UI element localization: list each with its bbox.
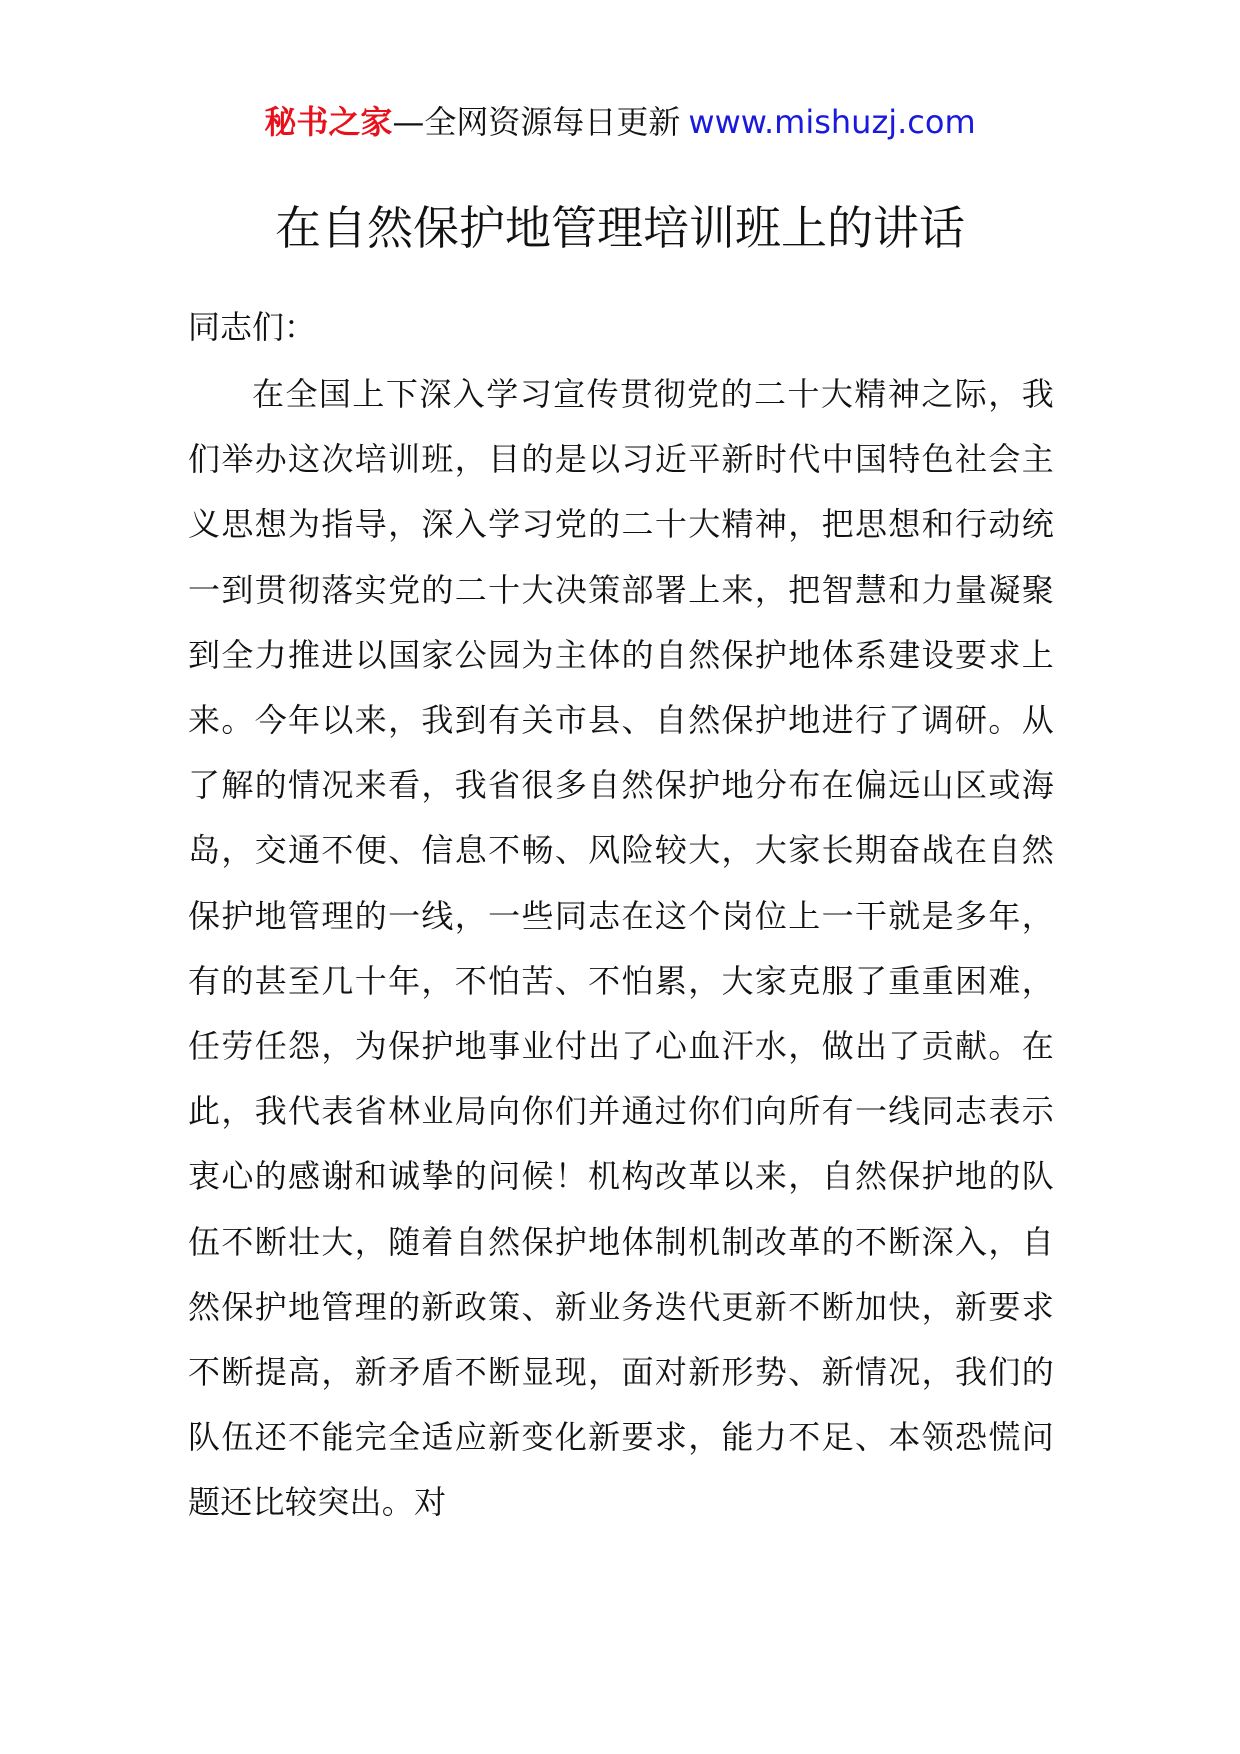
body-paragraph: 在全国上下深入学习宣传贯彻党的二十大精神之际，我们举办这次培训班，目的是以习近平新时代中国特色社会主义思想为指导，深入学习党的二十大精神，把思想和行动统一到贯彻落实党的二十大决策部署上来，把智慧和力量凝聚到全力推进以国家公园为主体的自然保护地体系建设要求上来。今年以来，我到有关市县、自然保护地进行了调研。从了解的情况来看，我省很多自然保护地分布在偏远山区或海岛，交通不便、信息不畅、风险较大，大家长期奋战在自然保护地管理的一线，一些同志在这个岗位上一干就是多年，有的甚至几十年，不怕苦、不怕累，大家克服了重重困难，任劳任怨，为保护地事业付出了心血汗水，做出了贡献。在此，我代表省林业局向你们并通过你们向所有一线同志表示衷心的感谢和诚挚的问候！机构改革以来，自然保护地的队伍不断壮大，随着自然保护地体制机制改革的不断深入，自然保护地管理的新政策、新业务迭代更新不断加快，新要求不断提高，新矛盾不断显现，面对新形势、新情况，我们的队伍还不能完全适应新变化新要求，能力不足、本领恐慌问题还比较突出。对	[188, 375, 1054, 1522]
document-title: 在自然保护地管理培训班上的讲话	[275, 201, 965, 255]
site-header	[0, 100, 1240, 144]
salutation: 同志们：	[188, 308, 317, 346]
brand-name: 秘书之家	[264, 103, 393, 141]
header-tagline: —全网资源每日更新	[392, 103, 681, 141]
site-url-link[interactable]: www.mishuzj.com	[688, 103, 976, 141]
